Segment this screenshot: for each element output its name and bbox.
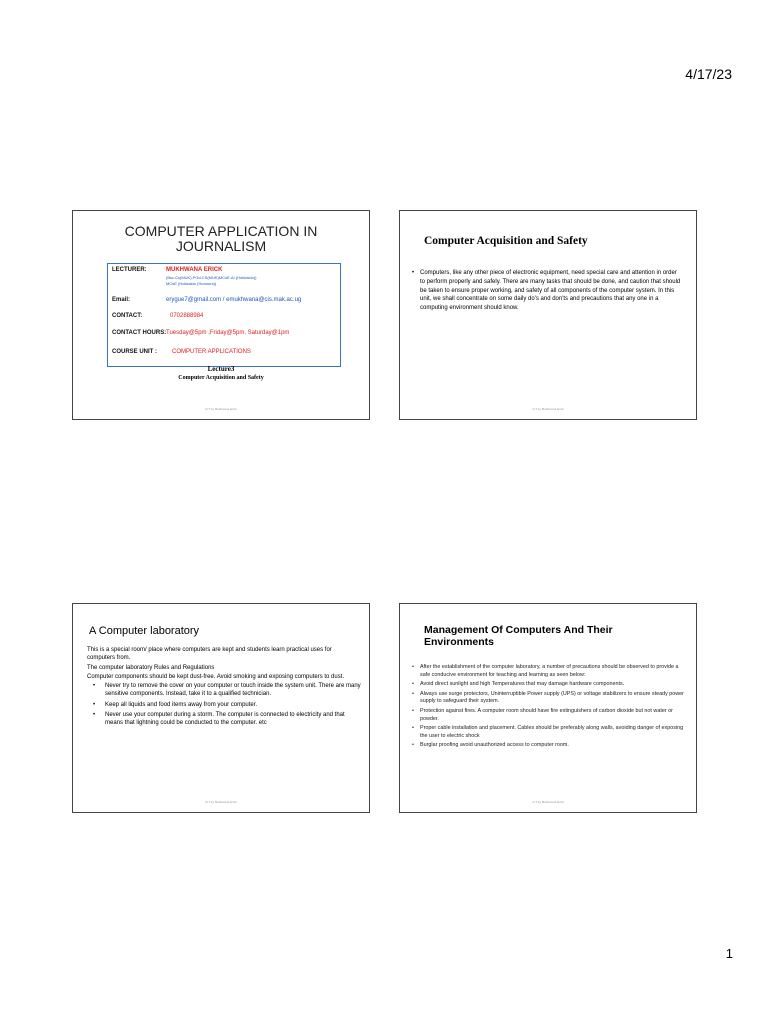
lecturer-name: MUKHWANA ERICK	[166, 267, 223, 273]
contact-value: 0702888984	[170, 313, 204, 319]
course-unit-value: COMPUTER APPLICATIONS	[172, 349, 251, 355]
lecture-number: Lecture3	[207, 365, 235, 373]
contact-hours-label: CONTACT HOURS:	[112, 330, 167, 336]
page-number: 1	[725, 946, 733, 961]
slide-footer: ICT by Mukhwana Erick	[532, 800, 564, 804]
slide-title: Management Of Computers And Their Environments	[424, 624, 613, 648]
slide-computer-laboratory	[72, 603, 370, 813]
contact-hours-value: Tuesday@5pm ,Friday@5pm, Saturday@1pm	[166, 330, 290, 336]
list-item: • Avoid direct sunlight and high Temperatures that may damage hardware components.	[412, 681, 625, 688]
list-item: • Keep all liquids and food items away from your computer.	[93, 701, 258, 708]
lecturer-label: LECTURER:	[112, 267, 147, 273]
list-item: • Always use surge protectors, Uninterruptible Power supply (UPS) or voltage stabilizers to ensure steady power supply to safeguard their system.	[412, 690, 684, 705]
slide-body	[411, 269, 683, 315]
email-label: Email:	[112, 297, 131, 303]
slide-title: A Computer laboratory	[89, 625, 200, 637]
list-item: • Never try to remove the cover on your computer or touch inside the system unit. There are many sensitive components. Instead, take it to a qualified technician.	[93, 683, 361, 698]
lecture-subtitle: Computer Acquisition and Safety	[178, 375, 264, 381]
slide-body	[87, 646, 361, 730]
list-item: • Never use your computer during a storm. The computer is connected to electricity and that means that lightning could be conducted to the computer. etc	[93, 712, 345, 727]
title-line-2: JOURNALISM	[175, 238, 267, 254]
slide-title-card	[72, 210, 370, 420]
bullet-text: Always use surge protectors, Uninterruptible Power supply (UPS) or voltage stabilizers to ensure steady power supply to safeguard their system.	[420, 690, 684, 705]
paragraph: The computer laboratory Rules and Regulations	[87, 664, 215, 671]
course-unit-label: COURSE UNIT :	[112, 349, 157, 355]
paragraph: This is a special room/ place where computers are kept and students learn practical uses for computers from.	[87, 647, 332, 662]
bullet-text: Never use your computer during a storm. The computer is connected to electricity and that means that lightning could be conducted to the computer. etc	[105, 712, 345, 727]
bullet-text: Burglar proofing avoid unauthorized access to computer room.	[420, 742, 569, 749]
slide-title	[73, 224, 369, 254]
list-item: • Burglar proofing avoid unauthorized access to computer room.	[412, 742, 569, 749]
slide-acquisition-safety	[399, 210, 697, 420]
bullet-text: Proper cable installation and placement. Cables should be preferably along walls, avoiding danger of exposing the user to electric shock	[420, 725, 684, 739]
credentials-line-1: (Bsc.Cs(MUK),PGd.CS(MUK)MCsE.AI (Hokkaido))	[166, 275, 257, 280]
bullet-text: Protection against fires. A computer room should have fire extinguishers of carbon dioxide but not water or powder.	[420, 707, 673, 722]
bullet-text: Avoid direct sunlight and high Temperatures that may damage hardware components.	[420, 681, 625, 688]
lecturer-info-box	[107, 263, 341, 367]
bullet-text: Never try to remove the cover on your computer or touch inside the system unit. There are many sensitive components. Instead, take it to a qualified technician.	[105, 683, 361, 698]
email-value: erygue7@gmail.com / emukhwana@cis.mak.ac.ug	[166, 297, 302, 303]
bullet-text: After the establishment of the computer laboratory, a number of precautions should be observed to provide a safe conducive environment for teaching and learning as seen below:	[420, 664, 679, 678]
list-item: • Computers, like any other piece of electronic equipment, need special care and attention in order to perform properly and safely. There are many tasks that should be done, and caution that should be taken to ensure proper working, and safety of all components of the computer system. In this unit, we shall concentrate on some daily do's and don'ts and precautions that any one in a computing environment should know.	[412, 270, 681, 312]
slide-footer: ICT by Mukhwana Erick	[532, 407, 564, 411]
bullet-text: Keep all liquids and food items away from your computer.	[105, 701, 258, 708]
list-item: • Proper cable installation and placement. Cables should be preferably along walls, avoiding danger of exposing the user to electric shock	[412, 725, 684, 739]
slide-title: Computer Acquisition and Safety	[424, 235, 588, 247]
contact-label: CONTACT:	[112, 313, 143, 319]
slide-management	[399, 603, 697, 813]
title-line-1: COMPUTER APPLICATION IN	[124, 223, 318, 239]
list-item: • Protection against fires. A computer room should have fire extinguishers of carbon dioxide but not water or powder.	[412, 707, 673, 722]
bullet-text: Computers, like any other piece of electronic equipment, need special care and attention in order to perform properly and safely. There are many tasks that should be done, and caution that should be taken to ensure proper working, and safety of all components of the computer system. In this unit, we shall concentrate on some daily do's and don'ts and precautions that any one in a computing environment should know.	[420, 270, 681, 312]
paragraph: Computer components should be kept dust-free. Avoid smoking and exposing computers to dust.	[87, 673, 345, 680]
slide-footer: ICT by Mukhwana Erick	[205, 800, 237, 804]
slide-footer: ICT by Mukhwana Erick	[205, 407, 237, 411]
credentials-line-2: MCsE (Hokkaido (Honours))	[166, 281, 217, 286]
slide-body	[411, 664, 687, 752]
page-date: 4/17/23	[685, 66, 732, 82]
list-item: • After the establishment of the computer laboratory, a number of precautions should be observed to provide a safe conducive environment for teaching and learning as seen below:	[412, 664, 679, 678]
